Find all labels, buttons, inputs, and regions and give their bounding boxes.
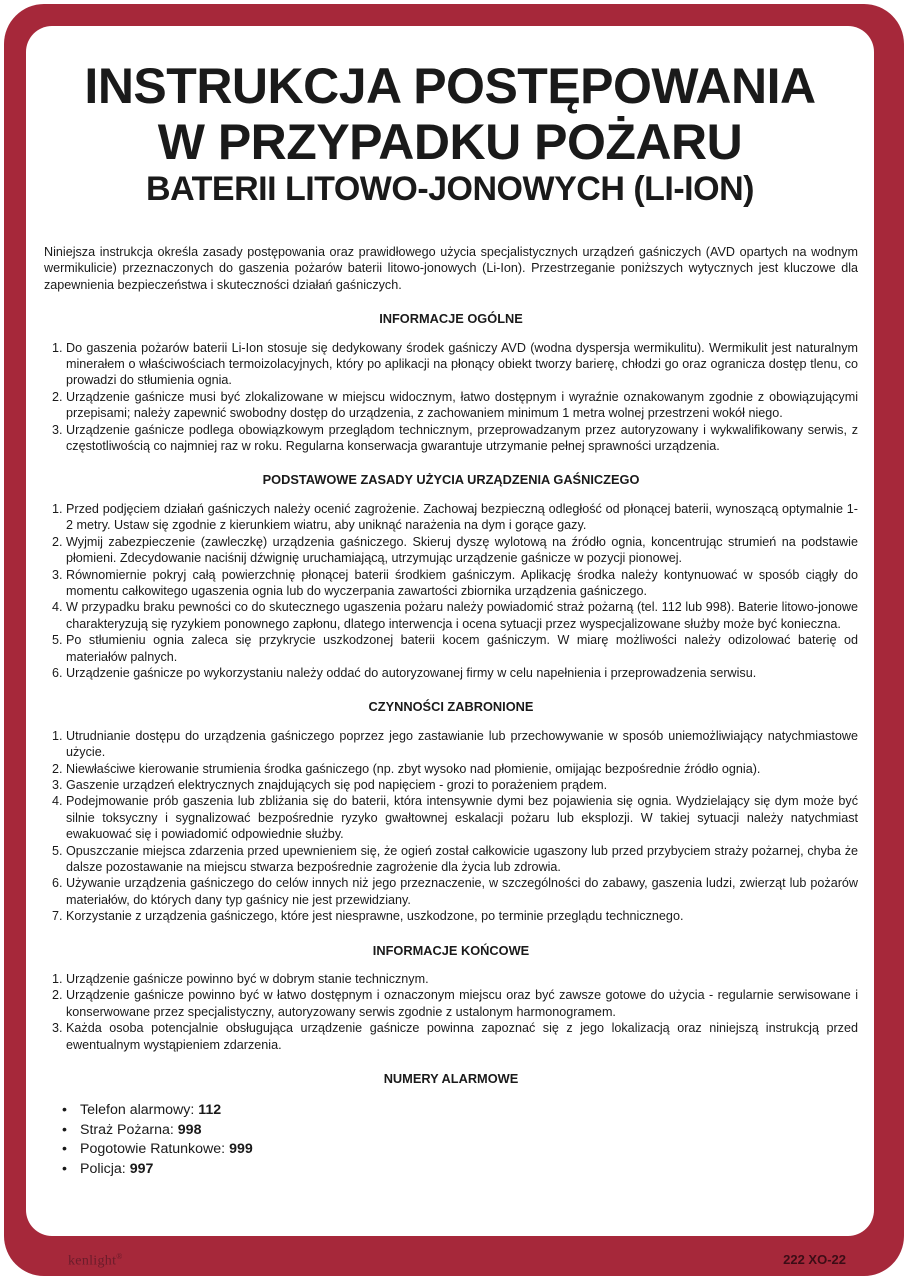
alarm-number: 997 [129,1160,154,1177]
bullet-icon: • [62,1102,67,1119]
section-heading: INFORMACJE OGÓLNE [379,311,523,327]
alarm-label: Straż Pożarna: [80,1121,178,1138]
list-item: 3. Urządzenie gaśnicze podlega obowiązkowym przeglądom technicznym, przeprowadzanym przez autoryzowany i wykwalifikowany serwis, z częstotliwością co najmniej raz w roku. Regularna konserwacja gwarantuje utrzymanie pełnej sprawności urządzenia. [66,422,858,455]
list-item: 6. Używanie urządzenia gaśniczego do celów innych niż jego przeznaczenie, w szczególności do zabawy, gaszenia ludzi, zwierząt lub pożarów materiałów, do których dany typ gaśnicy nie jest przewidziany. [66,875,858,908]
alarm-numbers-list [44,1101,858,1179]
section-list [44,340,858,455]
list-item: 1. Przed podjęciem działań gaśniczych należy ocenić zagrożenie. Zachowaj bezpieczną odległość od płonącej baterii, wynoszącą optymalnie 1-2 metry. Ustaw się zgodnie z kierunkiem wiatru, aby uniknąć narażenia na dym i gorące gazy. [66,501,858,534]
title-line-2: W PRZYPADKU POŻARU [157,114,743,170]
brand-logo [68,1252,123,1270]
alarm-item [62,1160,858,1180]
alarm-number: 112 [198,1102,222,1119]
alarm-label: Pogotowie Ratunkowe: [80,1141,230,1158]
list-item: 3. Gaszenie urządzeń elektrycznych znajdujących się pod napięciem - grozi to porażeniem prądem. [66,777,858,793]
alarm-item [62,1121,858,1141]
title-line-3: BATERII LITOWO-JONOWYCH (LI-ION) [146,170,754,208]
bullet-icon: • [62,1141,67,1158]
alarm-label: Policja: [80,1160,130,1177]
bullet-icon: • [62,1121,67,1138]
alarm-number: 999 [229,1141,253,1158]
list-item: 2. Urządzenie gaśnicze musi być zlokalizowane w miejscu widocznym, łatwo dostępnym i wyraźnie oznakowanym zgodnie z obowiązującymi przepisami; należy zapewnić swobodny dostęp do urządzenia, z zachowaniem minimum 1 metra wolnej przestrzeni wokół niego. [66,389,858,422]
product-code: 222 XO-22 [783,1252,846,1267]
sign-panel [26,26,874,1236]
alarm-label: Telefon alarmowy: [80,1102,199,1119]
list-item: 5. Opuszczanie miejsca zdarzenia przed upewnieniem się, że ogień został całkowicie ugaszony lub przed przybyciem straży pożarnej, chyba że dalsze pozostawanie na miejscu stwarza bezpośrednie zagrożenie dla życia lub zdrowia. [66,843,858,876]
list-item: 3. Każda osoba potencjalnie obsługująca urządzenie gaśnicze powinna zapoznać się z jego lokalizacją oraz niniejszą instrukcją przed ewentualnym wystąpieniem zdarzenia. [66,1020,858,1053]
list-item: 1. Utrudnianie dostępu do urządzenia gaśniczego poprzez jego zastawianie lub przechowywanie w sposób uniemożliwiający natychmiastowe użycie. [66,728,858,761]
title-line-1: INSTRUKCJA POSTĘPOWANIA [84,58,816,114]
list-item: 4. Podejmowanie prób gaszenia lub zbliżania się do baterii, która intensywnie dymi bez pojawienia się ognia. Wydzielający się dym może być silnie toksyczny i sygnalizować bezpośrednie ryzyko gwałtownej eskalacji pożaru lub eksplozji. W takiej sytuacji należy natychmiast ewakuować się i powiadomić odpowiednie służby. [66,793,858,842]
intro-paragraph: Niniejsza instrukcja określa zasady postępowania oraz prawidłowego użycia specjalistycznych urządzeń gaśniczych (AVD opartych na wodnym wermikulicie) przeznaczonych do gaszenia pożarów baterii litowo-jonowych (Li-Ion). Przestrzeganie poniższych wytycznych jest kluczowe dla zapewnienia bezpieczeństwa i skuteczności działań gaśniczych. [44,245,858,292]
section-list [44,971,858,1053]
alarm-item [62,1140,858,1160]
brand-name: kenlight [68,1253,117,1269]
list-item: 7. Korzystanie z urządzenia gaśniczego, które jest niesprawne, uszkodzone, po terminie przeglądu technicznego. [66,908,858,924]
list-item: 2. Niewłaściwe kierowanie strumienia środka gaśniczego (np. zbyt wysoko nad płomienie, omijając bezpośrednie źródło ognia). [66,761,858,777]
instruction-body [44,244,858,1179]
list-item: 2. Urządzenie gaśnicze powinno być w łatwo dostępnym i oznaczonym miejscu oraz być zawsze gotowe do użycia - regularnie serwisowane i konserwowane przez specjalistyczny, autoryzowany serwis zgodnie z ustalonym harmonogramem. [66,987,858,1020]
alarm-heading: NUMERY ALARMOWE [383,1071,519,1087]
list-item: 6. Urządzenie gaśnicze po wykorzystaniu należy oddać do autoryzowanej firmy w celu napełnienia i przeprowadzenia serwisu. [66,665,858,681]
alarm-number: 998 [177,1121,202,1138]
list-item: 1. Urządzenie gaśnicze powinno być w dobrym stanie technicznym. [66,971,858,987]
alarm-item [62,1101,858,1121]
list-item: 4. W przypadku braku pewności co do skutecznego ugaszenia pożaru należy powiadomić straż pożarną (tel. 112 lub 998). Baterie litowo-jonowe charakteryzują się ryzykiem ponownego zapłonu, dlatego interwencja i ocena sytuacji przez wyspecjalizowane służby może być konieczna. [66,599,858,632]
section-heading: CZYNNOŚCI ZABRONIONE [368,699,534,715]
list-item: 3. Równomiernie pokryj całą powierzchnię płonącej baterii środkiem gaśniczym. Aplikację środka należy kontynuować w sposób ciągły do momentu całkowitego ugaszenia ognia lub do wyczerpania zawartości zbiornika urządzenia gaśniczego. [66,567,858,600]
list-item: 2. Wyjmij zabezpieczenie (zawleczkę) urządzenia gaśniczego. Skieruj dyszę wylotową na źródło ognia, koncentrując strumień na podstawie płomieni. Zdecydowanie naciśnij dźwignię uruchamiającą, utrzymując urządzenie gaśnicze w pozycji pionowej. [66,534,858,567]
bullet-icon: • [62,1160,67,1177]
list-item: 1. Do gaszenia pożarów baterii Li-Ion stosuje się dedykowany środek gaśniczy AVD (wodna dyspersja wermikulitu). Wermikulit jest naturalnym minerałem o właściwościach termoizolacyjnych, który po aplikacji na płonący obiekt tworzy barierę, chłodzi go oraz ogranicza dostęp tlenu, co prowadzi do stłumienia ognia. [66,340,858,389]
section-list [44,728,858,925]
section-list [44,501,858,681]
registered-mark-icon: ® [116,1252,123,1261]
section-heading: INFORMACJE KOŃCOWE [372,942,530,958]
section-heading: PODSTAWOWE ZASADY UŻYCIA URZĄDZENIA GAŚNICZEGO [262,472,640,488]
list-item: 5. Po stłumieniu ognia zaleca się przykrycie uszkodzonej baterii kocem gaśniczym. W miarę możliwości należy odizolować baterię od materiałów palnych. [66,632,858,665]
